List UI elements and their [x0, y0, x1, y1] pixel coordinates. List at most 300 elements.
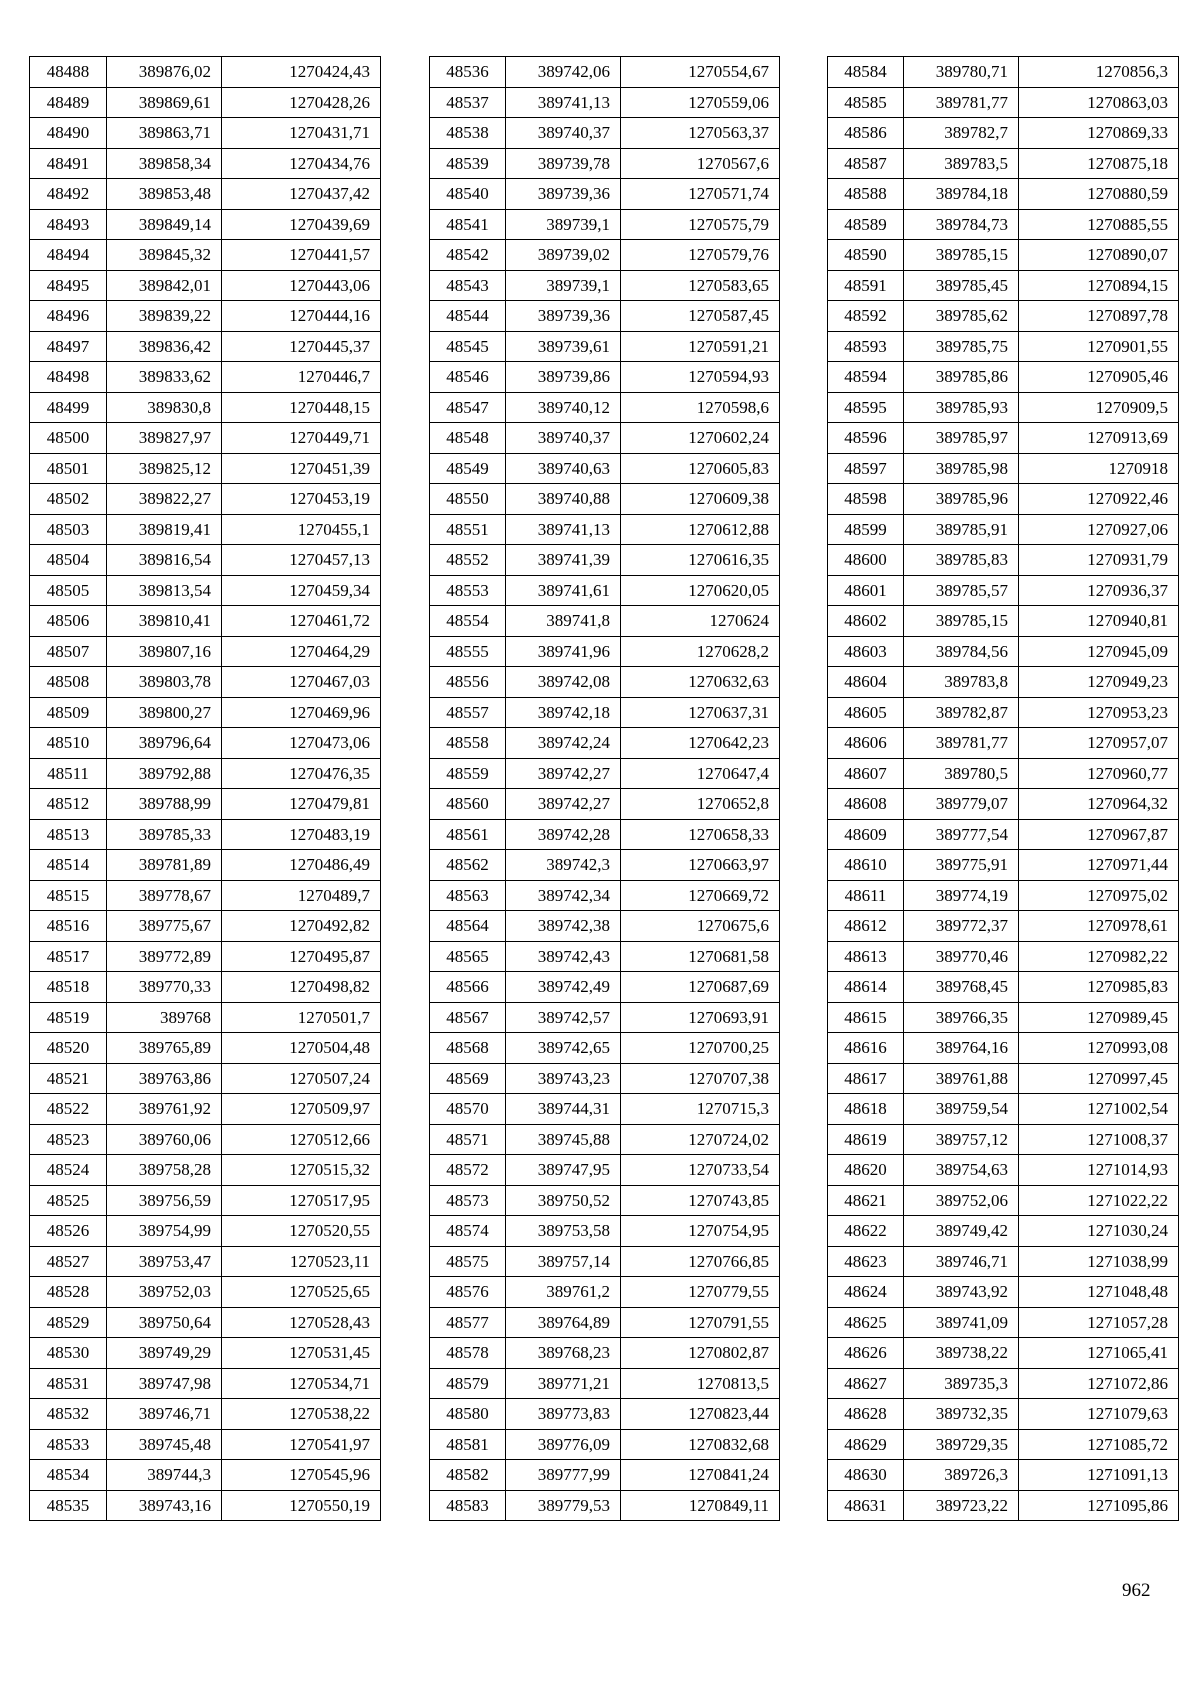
x-coordinate-cell: 389869,61 — [107, 87, 222, 118]
y-coordinate-cell: 1270473,06 — [222, 728, 381, 759]
y-coordinate-cell: 1270515,32 — [222, 1155, 381, 1186]
table-row — [828, 514, 1179, 545]
point-id-cell: 48519 — [30, 1002, 107, 1033]
point-id-cell: 48619 — [828, 1124, 904, 1155]
y-coordinate-cell: 1270545,96 — [222, 1460, 381, 1491]
x-coordinate-cell: 389741,8 — [506, 606, 621, 637]
x-coordinate-cell: 389744,31 — [506, 1094, 621, 1125]
table-row — [30, 728, 381, 759]
x-coordinate-cell: 389775,67 — [107, 911, 222, 942]
table-row — [430, 484, 780, 515]
point-id-cell: 48585 — [828, 87, 904, 118]
point-id-cell: 48592 — [828, 301, 904, 332]
table-row — [430, 1429, 780, 1460]
y-coordinate-cell: 1270467,03 — [222, 667, 381, 698]
table-row — [828, 789, 1179, 820]
table-row — [30, 484, 381, 515]
point-id-cell: 48498 — [30, 362, 107, 393]
point-id-cell: 48552 — [430, 545, 506, 576]
point-id-cell: 48561 — [430, 819, 506, 850]
table-row — [30, 575, 381, 606]
point-id-cell: 48626 — [828, 1338, 904, 1369]
point-id-cell: 48591 — [828, 270, 904, 301]
point-id-cell: 48556 — [430, 667, 506, 698]
point-id-cell: 48569 — [430, 1063, 506, 1094]
x-coordinate-cell: 389800,27 — [107, 697, 222, 728]
y-coordinate-cell: 1270663,97 — [621, 850, 780, 881]
y-coordinate-cell: 1270501,7 — [222, 1002, 381, 1033]
y-coordinate-cell: 1270575,79 — [621, 209, 780, 240]
x-coordinate-cell: 389739,1 — [506, 209, 621, 240]
table-row — [30, 758, 381, 789]
table-row — [30, 1063, 381, 1094]
x-coordinate-cell: 389777,99 — [506, 1460, 621, 1491]
y-coordinate-cell: 1270520,55 — [222, 1216, 381, 1247]
x-coordinate-cell: 389849,14 — [107, 209, 222, 240]
table-row — [430, 819, 780, 850]
point-id-cell: 48631 — [828, 1490, 904, 1521]
y-coordinate-cell: 1270583,65 — [621, 270, 780, 301]
y-coordinate-cell: 1270624 — [621, 606, 780, 637]
y-coordinate-cell: 1270587,45 — [621, 301, 780, 332]
x-coordinate-cell: 389785,86 — [904, 362, 1019, 393]
table-row — [828, 1490, 1179, 1521]
x-coordinate-cell: 389785,45 — [904, 270, 1019, 301]
table-row — [828, 636, 1179, 667]
table-row — [430, 331, 780, 362]
x-coordinate-cell: 389783,5 — [904, 148, 1019, 179]
table-row — [828, 697, 1179, 728]
x-coordinate-cell: 389758,28 — [107, 1155, 222, 1186]
y-coordinate-cell: 1270967,87 — [1019, 819, 1179, 850]
table-row — [828, 362, 1179, 393]
y-coordinate-cell: 1270707,38 — [621, 1063, 780, 1094]
table-row — [430, 1490, 780, 1521]
x-coordinate-cell: 389739,02 — [506, 240, 621, 271]
x-coordinate-cell: 389739,61 — [506, 331, 621, 362]
x-coordinate-cell: 389742,18 — [506, 697, 621, 728]
point-id-cell: 48600 — [828, 545, 904, 576]
y-coordinate-cell: 1271057,28 — [1019, 1307, 1179, 1338]
point-id-cell: 48562 — [430, 850, 506, 881]
coordinates-table-1 — [29, 56, 381, 1521]
x-coordinate-cell: 389813,54 — [107, 575, 222, 606]
x-coordinate-cell: 389785,93 — [904, 392, 1019, 423]
table-row — [430, 880, 780, 911]
x-coordinate-cell: 389777,54 — [904, 819, 1019, 850]
x-coordinate-cell: 389742,34 — [506, 880, 621, 911]
table-row — [430, 453, 780, 484]
x-coordinate-cell: 389779,53 — [506, 1490, 621, 1521]
point-id-cell: 48546 — [430, 362, 506, 393]
table-row — [30, 301, 381, 332]
x-coordinate-cell: 389761,2 — [506, 1277, 621, 1308]
y-coordinate-cell: 1270890,07 — [1019, 240, 1179, 271]
table-row — [30, 423, 381, 454]
x-coordinate-cell: 389784,73 — [904, 209, 1019, 240]
x-coordinate-cell: 389788,99 — [107, 789, 222, 820]
y-coordinate-cell: 1270483,19 — [222, 819, 381, 850]
y-coordinate-cell: 1270733,54 — [621, 1155, 780, 1186]
y-coordinate-cell: 1270918 — [1019, 453, 1179, 484]
point-id-cell: 48557 — [430, 697, 506, 728]
table-row — [30, 667, 381, 698]
y-coordinate-cell: 1270909,5 — [1019, 392, 1179, 423]
point-id-cell: 48506 — [30, 606, 107, 637]
table-row — [430, 1399, 780, 1430]
point-id-cell: 48597 — [828, 453, 904, 484]
y-coordinate-cell: 1270495,87 — [222, 941, 381, 972]
x-coordinate-cell: 389747,95 — [506, 1155, 621, 1186]
point-id-cell: 48601 — [828, 575, 904, 606]
y-coordinate-cell: 1270464,29 — [222, 636, 381, 667]
x-coordinate-cell: 389742,28 — [506, 819, 621, 850]
y-coordinate-cell: 1270455,1 — [222, 514, 381, 545]
x-coordinate-cell: 389754,63 — [904, 1155, 1019, 1186]
table-row — [430, 270, 780, 301]
y-coordinate-cell: 1270791,55 — [621, 1307, 780, 1338]
x-coordinate-cell: 389742,27 — [506, 758, 621, 789]
table-row — [430, 362, 780, 393]
y-coordinate-cell: 1271095,86 — [1019, 1490, 1179, 1521]
table-row — [30, 880, 381, 911]
y-coordinate-cell: 1270525,65 — [222, 1277, 381, 1308]
table-row — [430, 423, 780, 454]
y-coordinate-cell: 1271048,48 — [1019, 1277, 1179, 1308]
x-coordinate-cell: 389738,22 — [904, 1338, 1019, 1369]
table-row — [828, 606, 1179, 637]
x-coordinate-cell: 389735,3 — [904, 1368, 1019, 1399]
table-row — [30, 1002, 381, 1033]
y-coordinate-cell: 1270489,7 — [222, 880, 381, 911]
y-coordinate-cell: 1270563,37 — [621, 118, 780, 149]
y-coordinate-cell: 1271079,63 — [1019, 1399, 1179, 1430]
point-id-cell: 48566 — [430, 972, 506, 1003]
point-id-cell: 48603 — [828, 636, 904, 667]
table-row — [828, 1277, 1179, 1308]
x-coordinate-cell: 389747,98 — [107, 1368, 222, 1399]
point-id-cell: 48516 — [30, 911, 107, 942]
point-id-cell: 48520 — [30, 1033, 107, 1064]
x-coordinate-cell: 389745,48 — [107, 1429, 222, 1460]
point-id-cell: 48615 — [828, 1002, 904, 1033]
table-row — [30, 1490, 381, 1521]
point-id-cell: 48524 — [30, 1155, 107, 1186]
x-coordinate-cell: 389741,13 — [506, 514, 621, 545]
x-coordinate-cell: 389781,77 — [904, 87, 1019, 118]
y-coordinate-cell: 1270449,71 — [222, 423, 381, 454]
point-id-cell: 48526 — [30, 1216, 107, 1247]
x-coordinate-cell: 389773,83 — [506, 1399, 621, 1430]
table-row — [828, 1033, 1179, 1064]
y-coordinate-cell: 1270766,85 — [621, 1246, 780, 1277]
y-coordinate-cell: 1270446,7 — [222, 362, 381, 393]
x-coordinate-cell: 389807,16 — [107, 636, 222, 667]
table-row — [430, 148, 780, 179]
x-coordinate-cell: 389819,41 — [107, 514, 222, 545]
y-coordinate-cell: 1270453,19 — [222, 484, 381, 515]
x-coordinate-cell: 389764,89 — [506, 1307, 621, 1338]
x-coordinate-cell: 389785,97 — [904, 423, 1019, 454]
point-id-cell: 48515 — [30, 880, 107, 911]
point-id-cell: 48609 — [828, 819, 904, 850]
table-row — [828, 1216, 1179, 1247]
y-coordinate-cell: 1270541,97 — [222, 1429, 381, 1460]
table-row — [828, 667, 1179, 698]
table-row — [30, 331, 381, 362]
point-id-cell: 48604 — [828, 667, 904, 698]
x-coordinate-cell: 389784,18 — [904, 179, 1019, 210]
table-row — [30, 606, 381, 637]
table-row — [30, 819, 381, 850]
x-coordinate-cell: 389739,36 — [506, 179, 621, 210]
y-coordinate-cell: 1270897,78 — [1019, 301, 1179, 332]
table-row — [30, 179, 381, 210]
y-coordinate-cell: 1270880,59 — [1019, 179, 1179, 210]
x-coordinate-cell: 389726,3 — [904, 1460, 1019, 1491]
table-row — [828, 880, 1179, 911]
y-coordinate-cell: 1270534,71 — [222, 1368, 381, 1399]
y-coordinate-cell: 1270476,35 — [222, 758, 381, 789]
y-coordinate-cell: 1270993,08 — [1019, 1033, 1179, 1064]
table-row — [828, 728, 1179, 759]
table-row — [30, 972, 381, 1003]
table-row — [828, 331, 1179, 362]
point-id-cell: 48613 — [828, 941, 904, 972]
table-row — [430, 514, 780, 545]
x-coordinate-cell: 389785,91 — [904, 514, 1019, 545]
x-coordinate-cell: 389757,14 — [506, 1246, 621, 1277]
y-coordinate-cell: 1270989,45 — [1019, 1002, 1179, 1033]
x-coordinate-cell: 389740,88 — [506, 484, 621, 515]
table-row — [430, 606, 780, 637]
point-id-cell: 48547 — [430, 392, 506, 423]
y-coordinate-cell: 1270743,85 — [621, 1185, 780, 1216]
point-id-cell: 48579 — [430, 1368, 506, 1399]
x-coordinate-cell: 389742,65 — [506, 1033, 621, 1064]
y-coordinate-cell: 1270559,06 — [621, 87, 780, 118]
x-coordinate-cell: 389803,78 — [107, 667, 222, 698]
x-coordinate-cell: 389765,89 — [107, 1033, 222, 1064]
table-row — [828, 850, 1179, 881]
y-coordinate-cell: 1270913,69 — [1019, 423, 1179, 454]
point-id-cell: 48568 — [430, 1033, 506, 1064]
y-coordinate-cell: 1270469,96 — [222, 697, 381, 728]
coordinates-table-2 — [429, 56, 780, 1521]
table-row — [828, 1246, 1179, 1277]
table-row — [30, 57, 381, 88]
x-coordinate-cell: 389742,27 — [506, 789, 621, 820]
table-row — [828, 179, 1179, 210]
table-row — [828, 1399, 1179, 1430]
y-coordinate-cell: 1270591,21 — [621, 331, 780, 362]
point-id-cell: 48502 — [30, 484, 107, 515]
point-id-cell: 48535 — [30, 1490, 107, 1521]
x-coordinate-cell: 389741,96 — [506, 636, 621, 667]
x-coordinate-cell: 389746,71 — [904, 1246, 1019, 1277]
point-id-cell: 48522 — [30, 1094, 107, 1125]
point-id-cell: 48508 — [30, 667, 107, 698]
table-row — [828, 87, 1179, 118]
table-row — [430, 1185, 780, 1216]
table-row — [828, 301, 1179, 332]
y-coordinate-cell: 1270669,72 — [621, 880, 780, 911]
table-row — [30, 1185, 381, 1216]
y-coordinate-cell: 1270894,15 — [1019, 270, 1179, 301]
x-coordinate-cell: 389816,54 — [107, 545, 222, 576]
point-id-cell: 48590 — [828, 240, 904, 271]
y-coordinate-cell: 1270434,76 — [222, 148, 381, 179]
x-coordinate-cell: 389778,67 — [107, 880, 222, 911]
point-id-cell: 48587 — [828, 148, 904, 179]
table-row — [828, 911, 1179, 942]
y-coordinate-cell: 1270579,76 — [621, 240, 780, 271]
table-row — [828, 1429, 1179, 1460]
x-coordinate-cell: 389732,35 — [904, 1399, 1019, 1430]
table-row — [30, 1033, 381, 1064]
point-id-cell: 48581 — [430, 1429, 506, 1460]
y-coordinate-cell: 1270802,87 — [621, 1338, 780, 1369]
x-coordinate-cell: 389845,32 — [107, 240, 222, 271]
point-id-cell: 48531 — [30, 1368, 107, 1399]
x-coordinate-cell: 389768,23 — [506, 1338, 621, 1369]
y-coordinate-cell: 1271008,37 — [1019, 1124, 1179, 1155]
x-coordinate-cell: 389771,21 — [506, 1368, 621, 1399]
y-coordinate-cell: 1270439,69 — [222, 209, 381, 240]
y-coordinate-cell: 1270985,83 — [1019, 972, 1179, 1003]
x-coordinate-cell: 389752,06 — [904, 1185, 1019, 1216]
table-row — [430, 789, 780, 820]
x-coordinate-cell: 389780,71 — [904, 57, 1019, 88]
x-coordinate-cell: 389785,83 — [904, 545, 1019, 576]
table-row — [30, 1155, 381, 1186]
point-id-cell: 48503 — [30, 514, 107, 545]
table-row — [828, 484, 1179, 515]
point-id-cell: 48489 — [30, 87, 107, 118]
x-coordinate-cell: 389780,5 — [904, 758, 1019, 789]
y-coordinate-cell: 1270957,07 — [1019, 728, 1179, 759]
y-coordinate-cell: 1270602,24 — [621, 423, 780, 454]
point-id-cell: 48593 — [828, 331, 904, 362]
y-coordinate-cell: 1270448,15 — [222, 392, 381, 423]
y-coordinate-cell: 1270960,77 — [1019, 758, 1179, 789]
table-row — [430, 1460, 780, 1491]
x-coordinate-cell: 389742,49 — [506, 972, 621, 1003]
table-row — [828, 209, 1179, 240]
point-id-cell: 48536 — [430, 57, 506, 88]
y-coordinate-cell: 1270849,11 — [621, 1490, 780, 1521]
table-row — [30, 1338, 381, 1369]
y-coordinate-cell: 1270964,32 — [1019, 789, 1179, 820]
point-id-cell: 48599 — [828, 514, 904, 545]
y-coordinate-cell: 1270779,55 — [621, 1277, 780, 1308]
y-coordinate-cell: 1270945,09 — [1019, 636, 1179, 667]
point-id-cell: 48618 — [828, 1094, 904, 1125]
y-coordinate-cell: 1270700,25 — [621, 1033, 780, 1064]
table-row — [30, 1216, 381, 1247]
point-id-cell: 48598 — [828, 484, 904, 515]
table-row — [828, 423, 1179, 454]
x-coordinate-cell: 389822,27 — [107, 484, 222, 515]
x-coordinate-cell: 389743,92 — [904, 1277, 1019, 1308]
y-coordinate-cell: 1270451,39 — [222, 453, 381, 484]
x-coordinate-cell: 389741,09 — [904, 1307, 1019, 1338]
table-row — [430, 118, 780, 149]
y-coordinate-cell: 1270978,61 — [1019, 911, 1179, 942]
table-row — [828, 1124, 1179, 1155]
x-coordinate-cell: 389781,77 — [904, 728, 1019, 759]
table-row — [828, 941, 1179, 972]
point-id-cell: 48533 — [30, 1429, 107, 1460]
x-coordinate-cell: 389741,61 — [506, 575, 621, 606]
x-coordinate-cell: 389761,88 — [904, 1063, 1019, 1094]
point-id-cell: 48534 — [30, 1460, 107, 1491]
y-coordinate-cell: 1270863,03 — [1019, 87, 1179, 118]
x-coordinate-cell: 389754,99 — [107, 1216, 222, 1247]
table-row — [828, 758, 1179, 789]
point-id-cell: 48497 — [30, 331, 107, 362]
table-row — [828, 1307, 1179, 1338]
y-coordinate-cell: 1270628,2 — [621, 636, 780, 667]
point-id-cell: 48575 — [430, 1246, 506, 1277]
point-id-cell: 48582 — [430, 1460, 506, 1491]
y-coordinate-cell: 1270885,55 — [1019, 209, 1179, 240]
table-row — [430, 1124, 780, 1155]
point-id-cell: 48551 — [430, 514, 506, 545]
y-coordinate-cell: 1270681,58 — [621, 941, 780, 972]
table-row — [828, 57, 1179, 88]
point-id-cell: 48538 — [430, 118, 506, 149]
table-row — [30, 636, 381, 667]
x-coordinate-cell: 389739,36 — [506, 301, 621, 332]
point-id-cell: 48500 — [30, 423, 107, 454]
y-coordinate-cell: 1270823,44 — [621, 1399, 780, 1430]
x-coordinate-cell: 389770,33 — [107, 972, 222, 1003]
point-id-cell: 48563 — [430, 880, 506, 911]
table-row — [828, 819, 1179, 850]
table-row — [430, 575, 780, 606]
y-coordinate-cell: 1270509,97 — [222, 1094, 381, 1125]
x-coordinate-cell: 389863,71 — [107, 118, 222, 149]
table-row — [430, 1307, 780, 1338]
table-row — [828, 1460, 1179, 1491]
table-row — [430, 697, 780, 728]
point-id-cell: 48550 — [430, 484, 506, 515]
point-id-cell: 48525 — [30, 1185, 107, 1216]
point-id-cell: 48504 — [30, 545, 107, 576]
table-row — [828, 1002, 1179, 1033]
table-row — [430, 758, 780, 789]
point-id-cell: 48595 — [828, 392, 904, 423]
point-id-cell: 48624 — [828, 1277, 904, 1308]
x-coordinate-cell: 389729,35 — [904, 1429, 1019, 1460]
table-row — [30, 209, 381, 240]
table-row — [828, 1094, 1179, 1125]
table-row — [430, 1063, 780, 1094]
table-row — [430, 636, 780, 667]
point-id-cell: 48620 — [828, 1155, 904, 1186]
table-row — [828, 972, 1179, 1003]
table-row — [30, 148, 381, 179]
x-coordinate-cell: 389745,88 — [506, 1124, 621, 1155]
x-coordinate-cell: 389744,3 — [107, 1460, 222, 1491]
x-coordinate-cell: 389827,97 — [107, 423, 222, 454]
point-id-cell: 48605 — [828, 697, 904, 728]
y-coordinate-cell: 1270715,3 — [621, 1094, 780, 1125]
point-id-cell: 48596 — [828, 423, 904, 454]
table-row — [430, 1216, 780, 1247]
x-coordinate-cell: 389858,34 — [107, 148, 222, 179]
